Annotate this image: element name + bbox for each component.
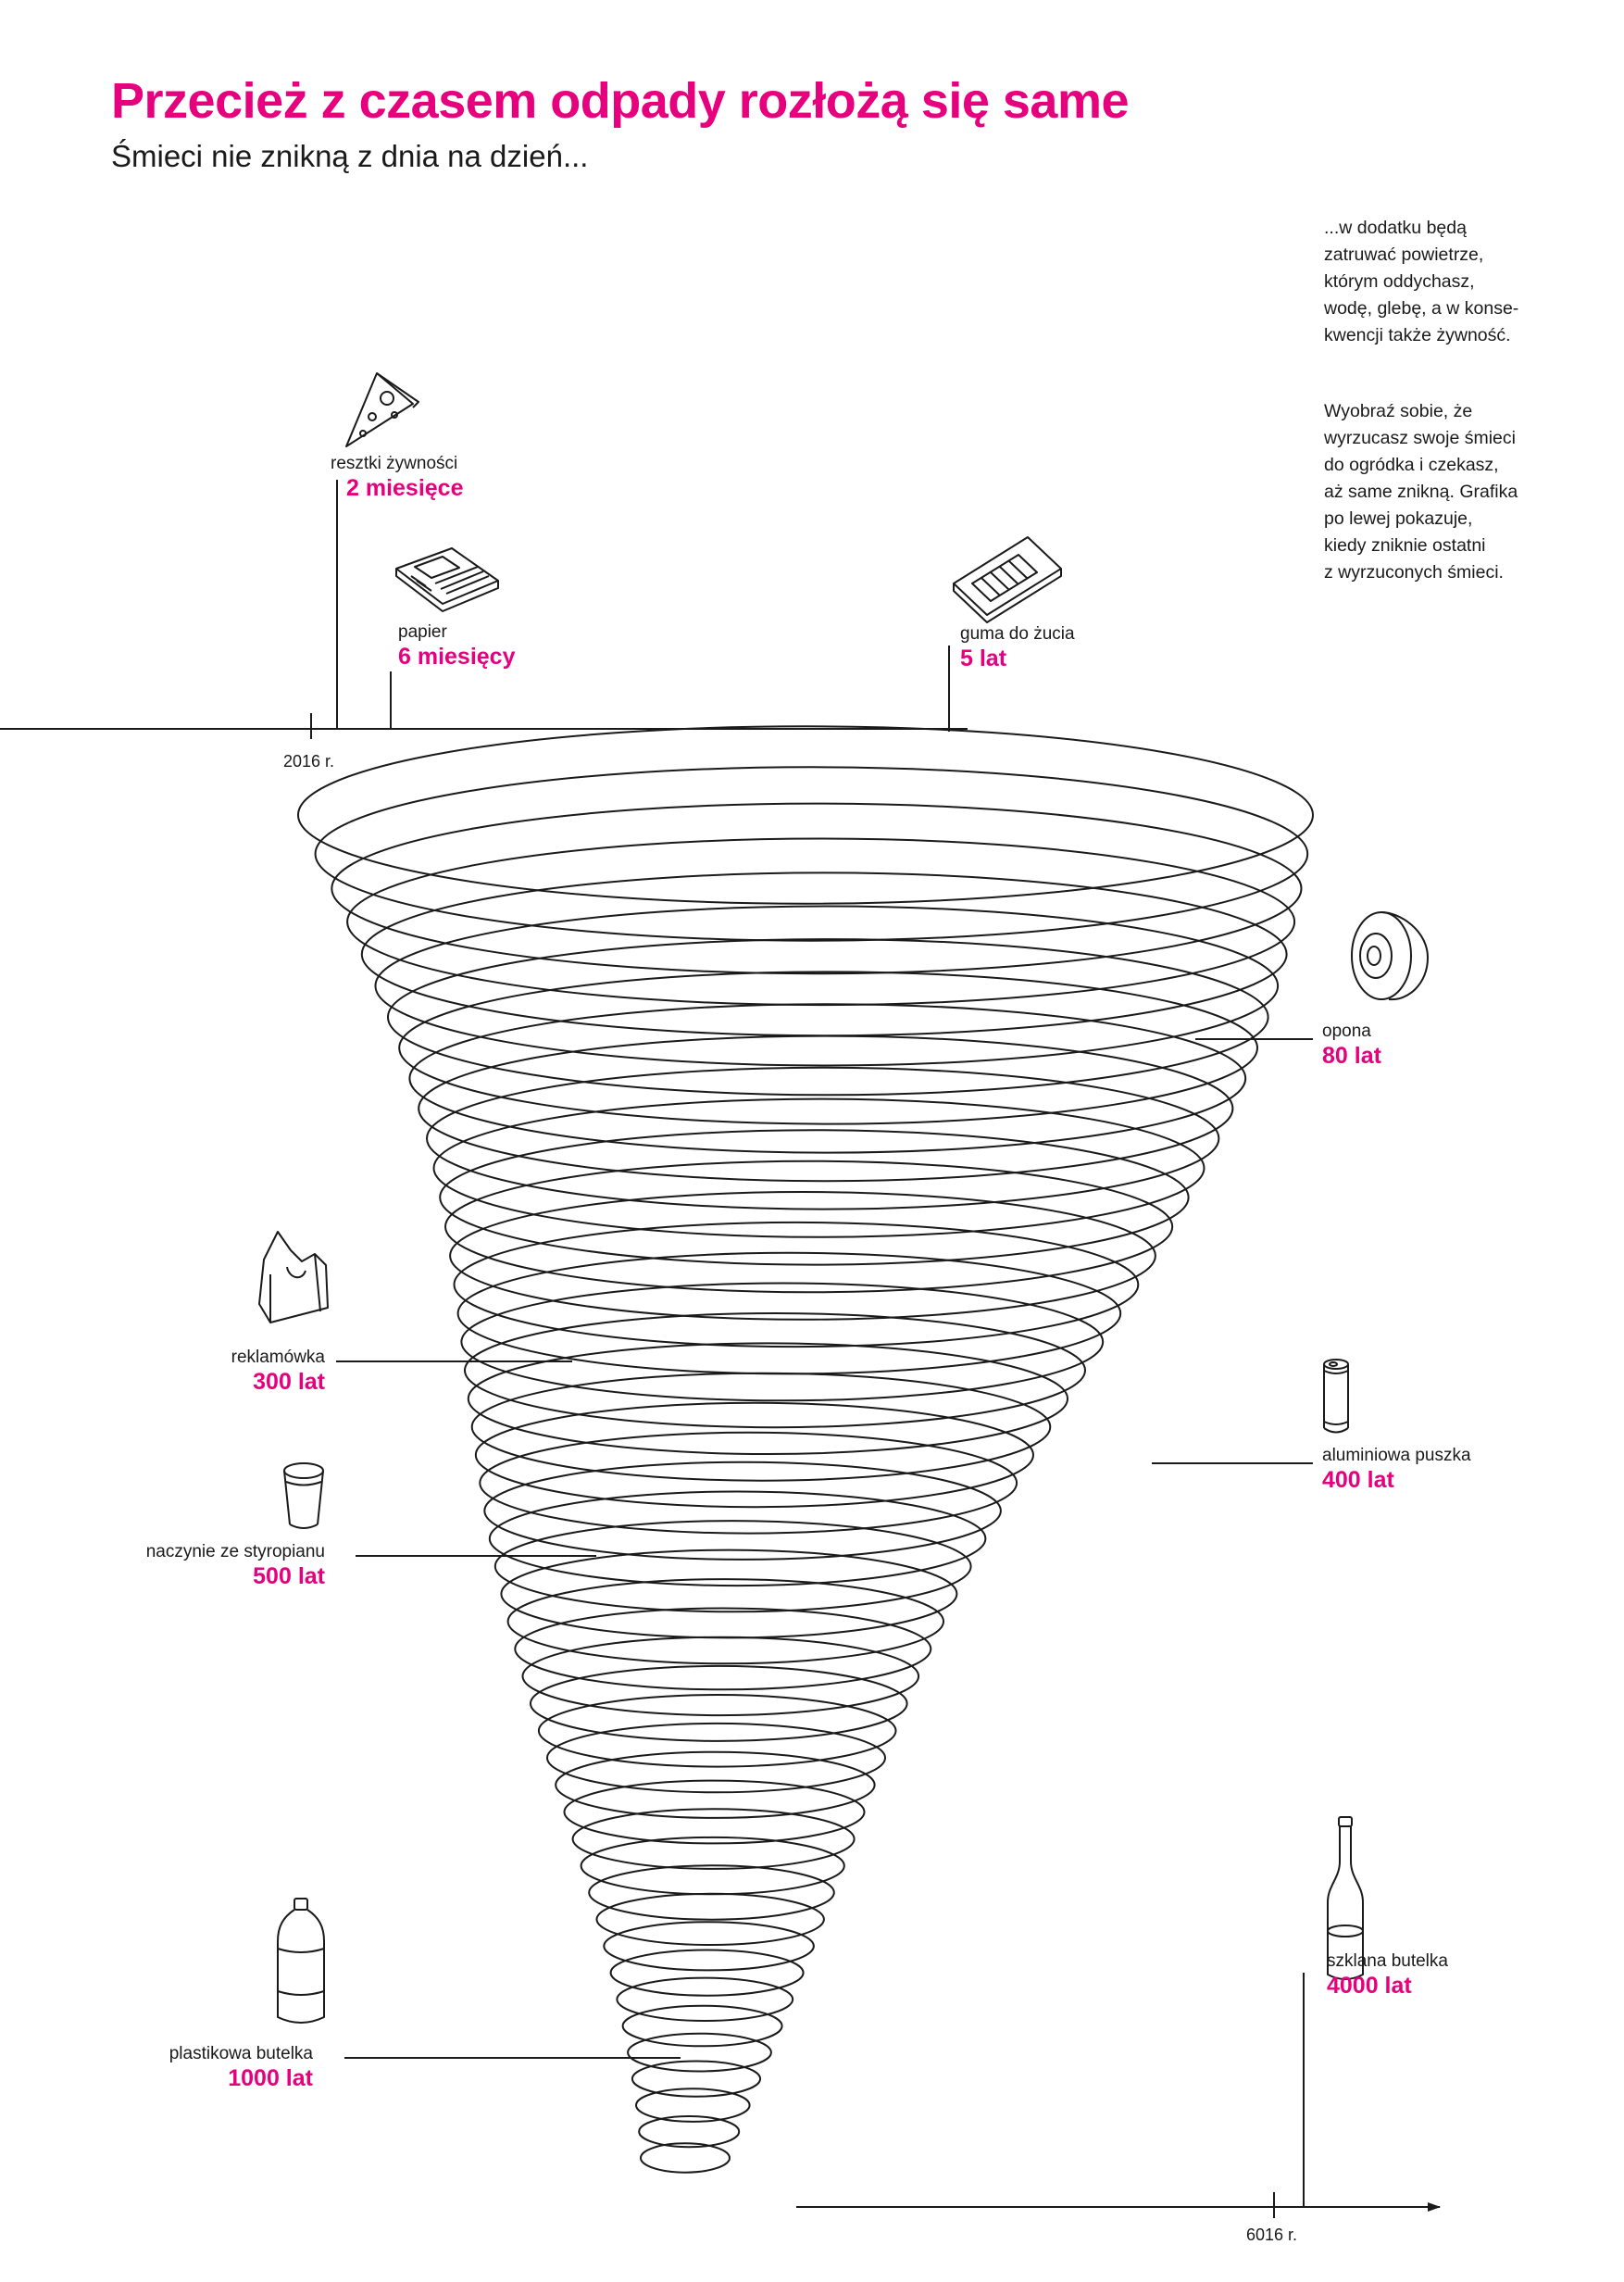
spiral-ring [455, 1222, 1139, 1347]
label-cup: naczynie ze styropianu [145, 1542, 325, 1561]
spiral-ring [611, 1950, 804, 1996]
spiral-ring [418, 1036, 1232, 1182]
spiral-ring [495, 1521, 971, 1611]
infographic-subtitle: Śmieci nie znikną z dnia na dzień... [111, 139, 589, 173]
spiral-ring [465, 1313, 1085, 1427]
spiral-ring [434, 1099, 1205, 1237]
spiral-ring [362, 872, 1287, 1035]
spiral-ring [388, 939, 1268, 1095]
label-paper: papier [398, 622, 447, 642]
label-can: aluminiowa puszka [1322, 1446, 1471, 1465]
spiral-ring [523, 1637, 919, 1715]
spiral-ring [347, 839, 1294, 1006]
side-note-2: Wyobraź sobie, że wyrzucasz swoje śmieci do ogródka i czekasz, aż same znikną. Grafika po lewej pokazuje, kiedy zniknie ostatni z wyrzuconych śmieci. [1324, 401, 1518, 583]
label-food: resztki żywności [331, 454, 458, 473]
value-bag: 300 lat [253, 1369, 325, 1395]
value-pbottle: 1000 lat [228, 2065, 313, 2091]
aluminium-can-icon [1324, 1360, 1348, 1433]
spiral-ring [632, 2062, 760, 2097]
side-note-1: ...w dodatku będą zatruwać powietrze, którym oddychasz, wodę, glebę, a w konse- kwencji także żywność. [1324, 218, 1519, 345]
year-end-label: 6016 r. [1246, 2226, 1298, 2244]
tornado-spiral [298, 726, 1313, 2172]
label-bag: reklamówka [231, 1348, 325, 1367]
label-pbottle: plastikowa butelka [169, 2044, 313, 2063]
pizza-slice-icon [346, 373, 418, 446]
spiral-ring [565, 1781, 865, 1844]
spiral-ring [376, 907, 1279, 1066]
value-tire: 80 lat [1322, 1043, 1381, 1069]
tire-icon [1352, 912, 1428, 999]
spiral-ring [628, 2034, 771, 2072]
spiral-ring [461, 1284, 1103, 1401]
spiral-ring [331, 804, 1301, 974]
spiral-ring [604, 1922, 814, 1970]
spiral-ring [480, 1433, 1017, 1534]
infographic-title: Przecież z czasem odpady rozłożą się same [111, 73, 1129, 129]
spiral-ring [468, 1343, 1068, 1454]
value-gum: 5 lat [960, 646, 1007, 671]
value-paper: 6 miesięcy [398, 644, 516, 670]
label-tire: opona [1322, 1022, 1371, 1041]
value-cup: 500 lat [253, 1563, 325, 1589]
spiral-ring [316, 767, 1308, 940]
year-start-label: 2016 r. [283, 752, 335, 771]
label-gbottle: szklana butelka [1327, 1951, 1448, 1971]
plastic-bottle-icon [278, 1899, 324, 2023]
spiral-ring [484, 1462, 1001, 1560]
newspaper-icon [396, 548, 498, 611]
spiral-ring [556, 1752, 874, 1818]
chewing-gum-icon [954, 537, 1061, 622]
value-gbottle: 4000 lat [1327, 1973, 1412, 1999]
spiral-ring [589, 1865, 834, 1919]
spiral-ring [440, 1130, 1188, 1264]
spiral-ring [298, 726, 1313, 903]
spiral-ring [531, 1666, 907, 1741]
styrofoam-cup-icon [284, 1463, 323, 1528]
spiral-ring [490, 1492, 986, 1586]
plastic-bag-icon [259, 1232, 328, 1323]
value-can: 400 lat [1322, 1467, 1394, 1493]
label-gum: guma do żucia [960, 624, 1075, 644]
value-food: 2 miesięce [346, 475, 464, 501]
spiral-ring [399, 972, 1257, 1123]
